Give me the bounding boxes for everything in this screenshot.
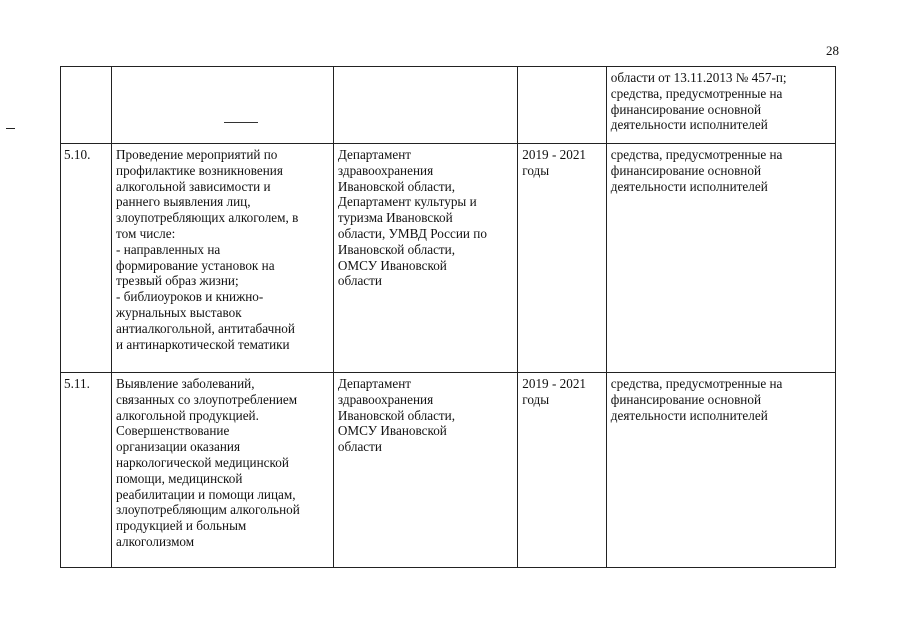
executors-cell-line: Ивановской области, xyxy=(337,178,456,194)
event-cell-line: алкоголизмом xyxy=(116,533,195,549)
event-cell-line: том числе: xyxy=(116,225,176,241)
page-number: 28 xyxy=(826,43,839,58)
funding-cell-line: средства, предусмотренные на xyxy=(610,376,783,391)
executors-cell-line: ОМСУ Ивановской xyxy=(337,257,447,273)
event-cell-line: журнальных выставок xyxy=(116,304,242,320)
funding-cell xyxy=(606,373,835,568)
executors-cell-line: Ивановской области, xyxy=(337,407,456,423)
funding-cell-line: средства, предусмотренные на xyxy=(610,85,783,101)
event-cell-line: Совершенствование xyxy=(116,423,230,439)
event-cell-line: антиалкогольной, антитабачной xyxy=(116,320,295,336)
event-cell xyxy=(112,373,334,568)
executors-cell-line: туризма Ивановской xyxy=(337,210,453,226)
event-cell xyxy=(112,67,334,144)
executors-cell-line: здравоохранения xyxy=(337,391,434,407)
term-cell xyxy=(518,144,607,373)
executors-cell xyxy=(333,67,517,144)
funding-cell xyxy=(606,144,835,373)
executors-cell-line: области xyxy=(337,273,382,289)
term-cell-line: 2019 - 2021 xyxy=(522,147,587,162)
event-cell-line: Проведение мероприятий по xyxy=(116,147,278,162)
event-cell-line: организации оказания xyxy=(116,439,241,455)
row-number-cell xyxy=(61,67,112,144)
funding-cell-line: финансирование основной xyxy=(610,101,761,117)
event-cell-line: алкогольной зависимости и xyxy=(116,178,271,194)
funding-cell-line: средства, предусмотренные на xyxy=(610,147,783,162)
executors-cell-line: ОМСУ Ивановской xyxy=(337,423,447,439)
executors-cell-line: области, УМВД России по xyxy=(337,225,487,241)
table-row xyxy=(61,67,836,144)
event-cell-line: связанных со злоупотреблением xyxy=(116,391,298,407)
event-cell-line: Выявление заболеваний, xyxy=(116,376,255,391)
funding-cell-line: финансирование основной xyxy=(610,162,761,178)
event-cell-line: продукцией и больным xyxy=(116,518,247,534)
funding-cell-line: деятельности исполнителей xyxy=(610,407,768,423)
event-cell-line: - направленных на xyxy=(116,241,221,257)
margin-dash xyxy=(6,128,15,129)
executors-cell xyxy=(333,373,517,568)
event-cell-line: реабилитации и помощи лицам, xyxy=(116,486,296,502)
funding-cell-line: деятельности исполнителей xyxy=(610,117,768,133)
event-cell-line: раннего выявления лиц, xyxy=(116,194,251,210)
term-cell-line: годы xyxy=(522,162,550,178)
executors-cell-line: Департамент xyxy=(337,376,412,391)
executors-cell-line: Департамент культуры и xyxy=(337,194,477,210)
event-cell-line: наркологической медицинской xyxy=(116,454,289,470)
executors-cell-line: Департамент xyxy=(337,147,412,162)
term-cell-line: годы xyxy=(522,391,550,407)
row-number-cell xyxy=(61,373,112,568)
term-cell-line: 2019 - 2021 xyxy=(522,376,587,391)
event-cell-line: злоупотребляющим алкогольной xyxy=(116,502,300,518)
term-cell xyxy=(518,373,607,568)
event-cell-line: помощи, медицинской xyxy=(116,470,243,486)
executors-cell-line: здравоохранения xyxy=(337,162,434,178)
handwritten-mark xyxy=(224,122,258,123)
table-row xyxy=(61,373,836,568)
event-cell-line: трезвый образ жизни; xyxy=(116,273,239,289)
row-number-cell xyxy=(61,144,112,373)
executors-cell-line: области xyxy=(337,439,382,455)
measures-table xyxy=(60,66,836,568)
row-number: 5.11. xyxy=(64,376,90,391)
event-cell-line: формирование установок на xyxy=(116,257,275,273)
event-cell-line: и антинаркотической тематики xyxy=(116,336,290,352)
event-cell-line: - библиоуроков и книжно- xyxy=(116,289,264,305)
executors-cell-line: Ивановской области, xyxy=(337,241,456,257)
executors-cell xyxy=(333,144,517,373)
table-row xyxy=(61,144,836,373)
funding-cell xyxy=(606,67,835,144)
funding-cell-line: области от 13.11.2013 № 457-п; xyxy=(610,70,787,85)
event-cell-line: злоупотребляющих алкоголем, в xyxy=(116,210,299,226)
row-number: 5.10. xyxy=(64,147,91,162)
event-cell-line: алкогольной продукцией. xyxy=(116,407,259,423)
funding-cell-line: финансирование основной xyxy=(610,391,761,407)
event-cell-line: профилактике возникновения xyxy=(116,162,283,178)
funding-cell-line: деятельности исполнителей xyxy=(610,178,768,194)
term-cell xyxy=(518,67,607,144)
event-cell xyxy=(112,144,334,373)
